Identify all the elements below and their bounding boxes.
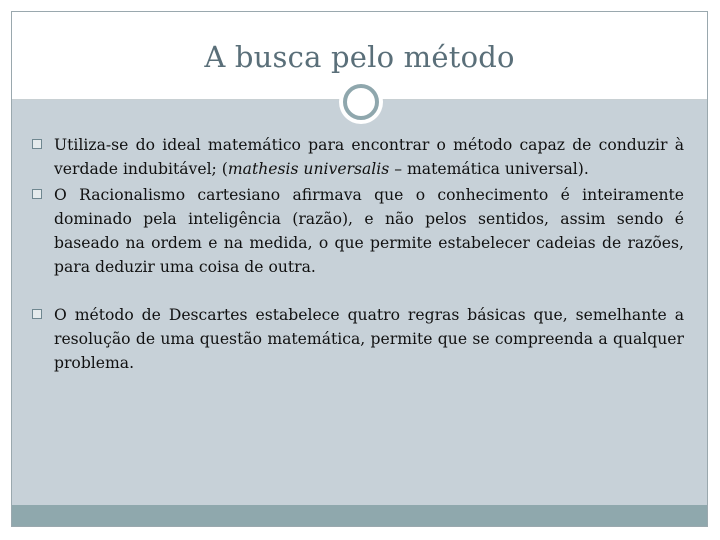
square-bullet-icon	[32, 309, 42, 319]
bullet-2-text: O Racionalismo cartesiano afirmava que o conhecimento é inteiramente dominado pela inteligência (razão), e não pelos sentidos, assim sendo é baseado na ordem e na medida, o que permite estabelecer cadeias de razões, para deduzir uma coisa de outra.	[54, 186, 684, 276]
bullet-item-1	[32, 133, 684, 181]
content-area	[12, 100, 707, 505]
slide-title: A busca pelo método	[204, 40, 515, 74]
slide	[11, 11, 708, 527]
bullet-1-text-before: Utiliza-se do ideal matemático para encontrar o método capaz de conduzir à verdade indubitável; (	[54, 136, 684, 178]
bullet-item-3	[32, 303, 684, 375]
square-bullet-icon	[32, 189, 42, 199]
bullet-list	[32, 133, 684, 375]
bullet-item-2	[32, 183, 684, 279]
circle-ring-icon	[343, 84, 379, 120]
square-bullet-icon	[32, 139, 42, 149]
bullet-3-text: O método de Descartes estabelece quatro regras básicas que, semelhante a resolução de uma questão matemática, permite que se compreenda a qualquer problema.	[54, 306, 684, 372]
circle-ornament-icon	[339, 80, 383, 124]
footer-bar	[12, 505, 707, 526]
bullet-1-text-after: – matemática universal).	[389, 160, 589, 178]
bullet-1-emphasis: mathesis universalis	[227, 160, 390, 178]
